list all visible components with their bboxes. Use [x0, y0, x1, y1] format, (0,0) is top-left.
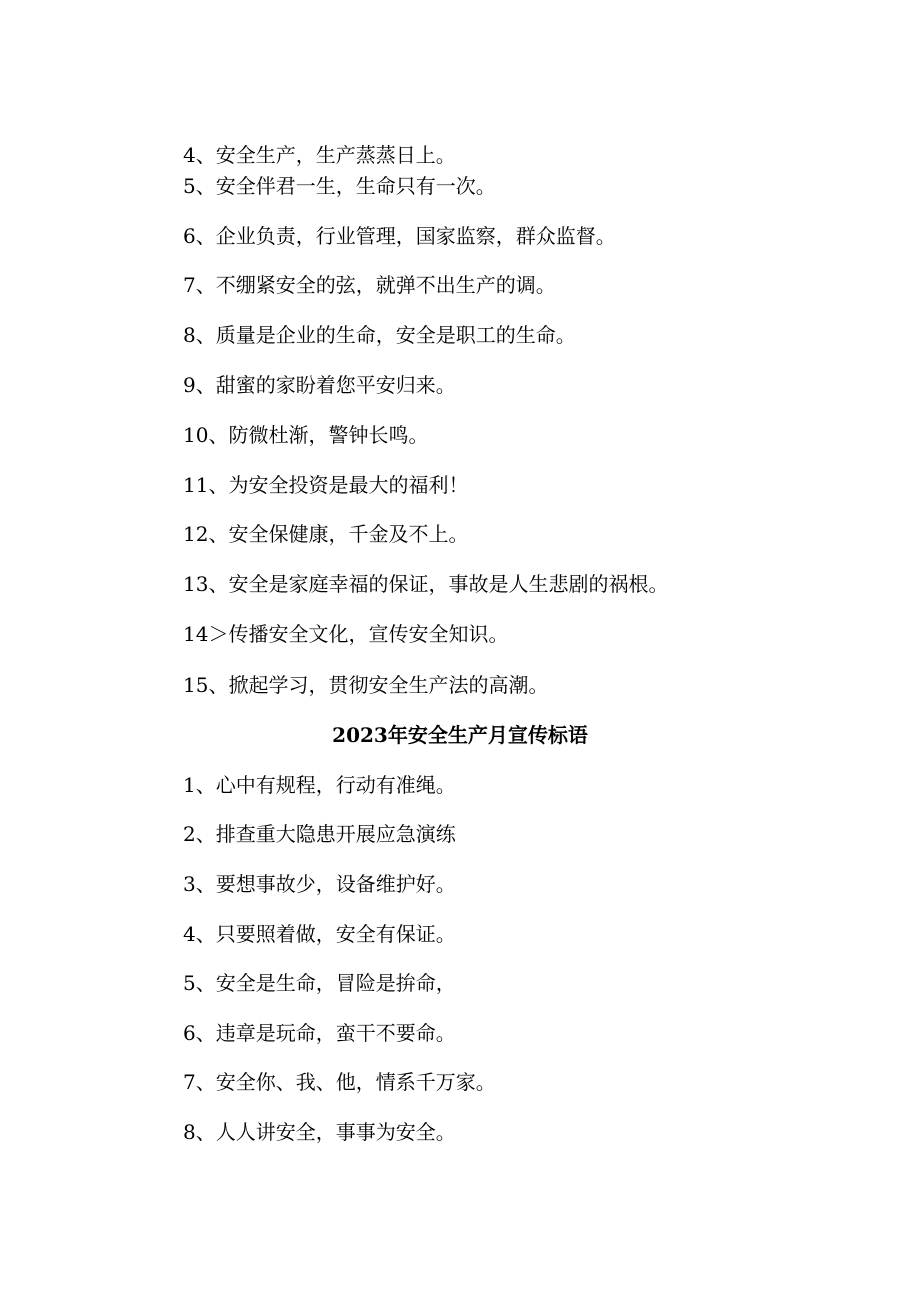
slogan-line: 8、人人讲安全，事事为安全。 [183, 1120, 456, 1144]
slogan-line: 11、为安全投资是最大的福利！ [183, 473, 469, 497]
slogan-line: 8、质量是企业的生命，安全是职工的生命。 [183, 323, 576, 347]
slogan-line: 15、掀起学习，贯彻安全生产法的高潮。 [183, 673, 549, 697]
slogan-line: 5、安全伴君一生，生命只有一次。 [183, 174, 496, 198]
slogan-line: 10、防微杜渐，警钟长鸣。 [183, 423, 429, 447]
slogan-line: 1、心中有规程，行动有准绳。 [183, 773, 456, 797]
slogan-line: 7、安全你、我、他，情系千万家。 [183, 1070, 496, 1094]
slogan-line: 9、甜蜜的家盼着您平安归来。 [183, 373, 456, 397]
slogan-line: 13、安全是家庭幸福的保证，事故是人生悲剧的祸根。 [183, 572, 669, 596]
slogan-line: 7、不绷紧安全的弦，就弹不出生产的调。 [183, 273, 556, 297]
slogan-line: 4、安全生产，生产蒸蒸日上。 [183, 143, 456, 167]
slogan-line: 2、排查重大隐患开展应急演练 [183, 822, 456, 846]
slogan-line: 6、违章是玩命，蛮干不要命。 [183, 1021, 456, 1045]
slogan-line: 3、要想事故少，设备维护好。 [183, 872, 456, 896]
slogan-line: 6、企业负责，行业管理，国家监察，群众监督。 [183, 224, 616, 248]
slogan-line: 14＞传播安全文化，宣传安全知识。 [183, 622, 509, 646]
slogan-line: 4、只要照着做，安全有保证。 [183, 922, 456, 946]
section-title: 2023年安全生产月宣传标语 [332, 723, 588, 747]
slogan-line: 5、安全是生命，冒险是拚命， [183, 971, 456, 995]
slogan-line: 12、安全保健康，千金及不上。 [183, 522, 469, 546]
